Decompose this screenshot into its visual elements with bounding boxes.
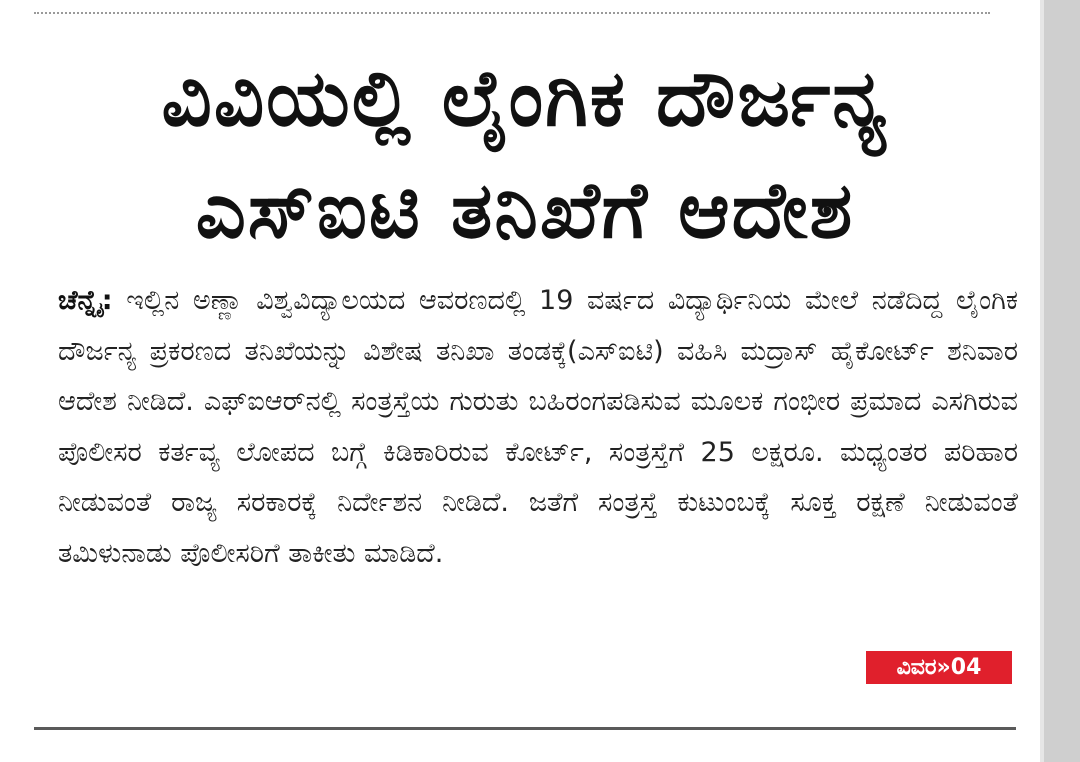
dateline: ಚೆನ್ನೈ: [58, 285, 113, 316]
bottom-divider [34, 727, 1016, 730]
article-body-text: ಇಲ್ಲಿನ ಅಣ್ಣಾ ವಿಶ್ವವಿದ್ಯಾಲಯದ ಆವರಣದಲ್ಲಿ 19 ವರ್ಷದ ವಿದ್ಯಾರ್ಥಿನಿಯ ಮೇಲೆ ನಡೆದಿದ್ದ ಲೈಂಗಿಕ ದೌರ್ಜನ್ಯ ಪ್ರಕರಣದ ತನಿಖೆಯನ್ನು ವಿಶೇಷ ತನಿಖಾ ತಂಡಕ್ಕೆ(ಎಸ್‌ಐಟಿ) ವಹಿಸಿ ಮದ್ರಾಸ್ ಹೈಕೋರ್ಟ್ ಶನಿವಾರ ಆದೇಶ ನೀಡಿದೆ. ಎಫ್‌ಐಆರ್‌ನಲ್ಲಿ ಸಂತ್ರಸ್ತೆಯ ಗುರುತು ಬಹಿರಂಗಪಡಿಸುವ ಮೂಲಕ ಗಂಭೀರ ಪ್ರಮಾದ ಎಸಗಿರುವ ಪೊಲೀಸರ ಕರ್ತವ್ಯ ಲೋಪದ ಬಗ್ಗೆ ಕಿಡಿಕಾರಿರುವ ಕೋರ್ಟ್, ಸಂತ್ರಸ್ತೆಗೆ 25 ಲಕ್ಷರೂ. ಮಧ್ಯಂತರ ಪರಿಹಾರ ನೀಡುವಂತೆ ರಾಜ್ಯ ಸರಕಾರಕ್ಕೆ ನಿರ್ದೇಶನ ನೀಡಿದೆ. ಜತೆಗೆ ಸಂತ್ರಸ್ತೆ ಕುಟುಂಬಕ್ಕೆ ಸೂಕ್ತ ರಕ್ಷಣೆ ನೀಡುವಂತೆ ತಮಿಳುನಾಡು ಪೊಲೀಸರಿಗೆ ತಾಕೀತು ಮಾಡಿದೆ. [58, 285, 1018, 569]
continued-page-badge[interactable]: ವಿವರ»04 [866, 651, 1012, 684]
headline-line-2: ಎಸ್‌ಐಟಿ ತನಿಖೆಗೆ ಆದೇಶ [195, 165, 855, 256]
headline-line-1: ವಿವಿಯಲ್ಲಿ ಲೈಂಗಿಕ ದೌರ್ಜನ್ಯ [161, 53, 889, 144]
page-edge-strip [1044, 0, 1080, 762]
article-body [58, 276, 1018, 579]
top-dotted-divider [34, 12, 990, 14]
